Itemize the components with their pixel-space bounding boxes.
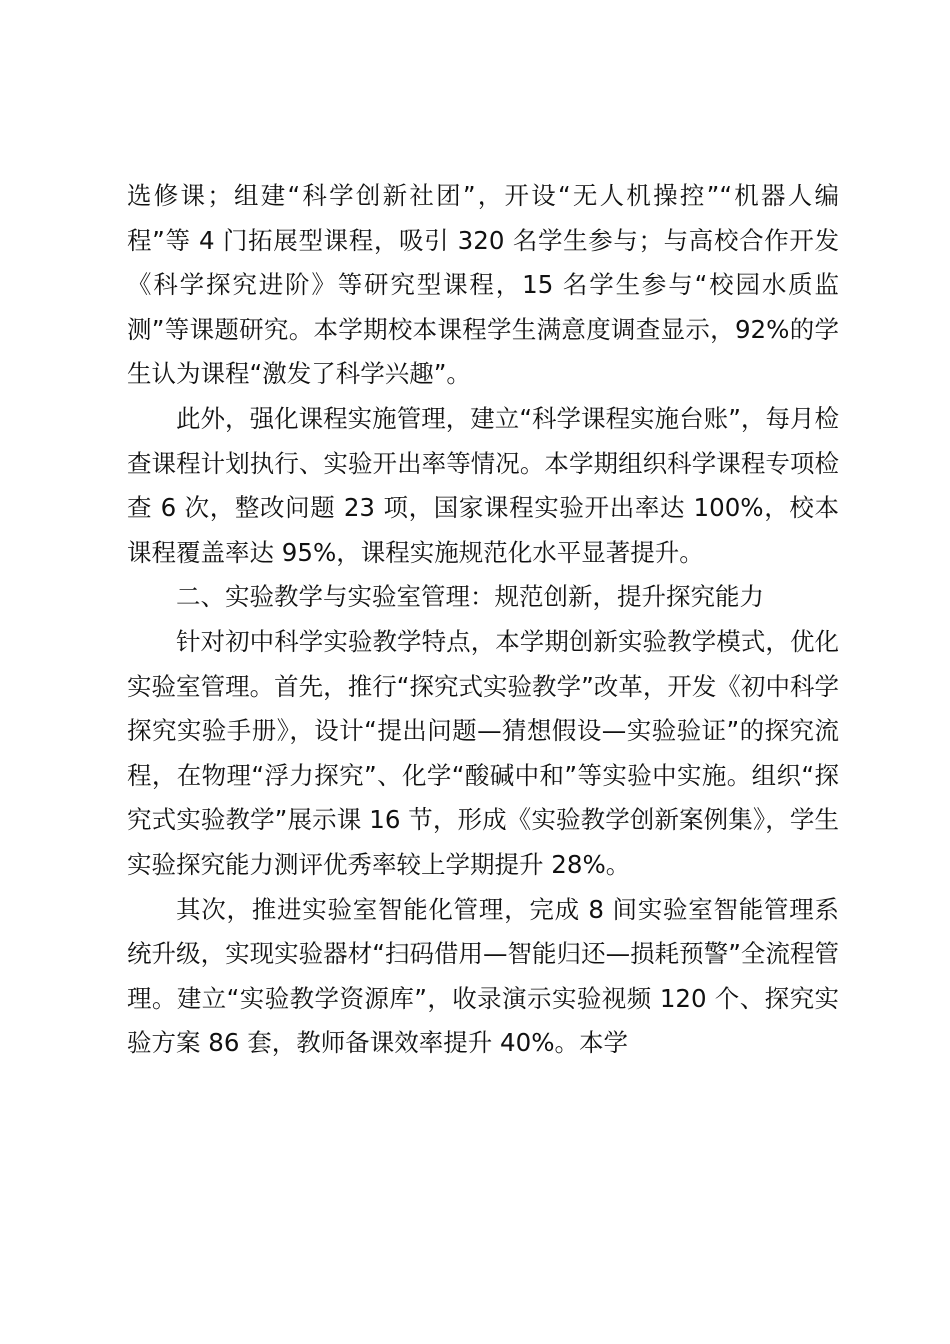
paragraph-lab-smart-management: 其次，推进实验室智能化管理，完成 8 间实验室智能管理系统升级，实现实验器材“扫码借用—智能归还—损耗预警”全流程管理。建立“实验教学资源库”，收录演示实验视频 120 个、探究实验方案 86 套，教师备课效率提升 40%。本学 [127,894,839,1058]
document-body [127,174,839,1066]
section-heading-experiment-teaching: 二、实验教学与实验室管理：规范创新，提升探究能力 [176,582,764,612]
paragraph-curriculum-management: 此外，强化课程实施管理，建立“科学课程实施台账”，每月检查课程计划执行、实验开出率等情况。本学期组织科学课程专项检查 6 次，整改问题 23 项，国家课程实验开出率达 100%，校本课程覆盖率达 95%，课程实施规范化水平显著提升。 [127,403,839,567]
paragraph-continuation: 选修课；组建“科学创新社团”，开设“无人机操控”“机器人编程”等 4 门拓展型课程，吸引 320 名学生参与；与高校合作开发《科学探究进阶》等研究型课程，15 名学生参与“校园水质监测”等课题研究。本学期校本课程学生满意度调查显示，92%的学生认为课程“激发了科学兴趣”。 [127,181,839,389]
paragraph-experiment-teaching-model: 针对初中科学实验教学特点，本学期创新实验教学模式，优化实验室管理。首先，推行“探究式实验教学”改革，开发《初中科学探究实验手册》，设计“提出问题—猜想假设—实验验证”的探究流程，在物理“浮力探究”、化学“酸碱中和”等实验中实施。组织“探究式实验教学”展示课 16 节，形成《实验教学创新案例集》，学生实验探究能力测评优秀率较上学期提升 28%。 [127,626,839,879]
